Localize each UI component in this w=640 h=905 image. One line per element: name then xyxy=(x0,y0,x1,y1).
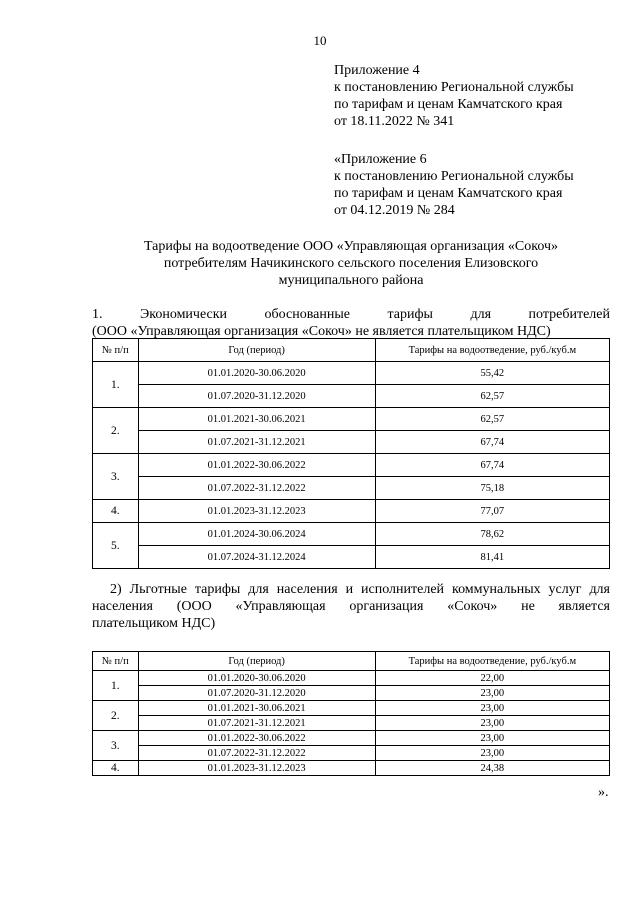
tariff-table-economic xyxy=(92,338,610,569)
period-cell: 01.01.2021-30.06.2021 xyxy=(138,408,375,431)
tariff-cell: 77,07 xyxy=(375,500,609,523)
appendix-current-line: от 18.11.2022 № 341 xyxy=(334,114,455,129)
row-number-cell: 2. xyxy=(93,701,139,731)
closing-quote-mark: ». xyxy=(598,785,609,800)
table-row xyxy=(93,431,610,454)
period-cell: 01.07.2024-31.12.2024 xyxy=(138,546,375,569)
period-cell: 01.07.2022-31.12.2022 xyxy=(138,477,375,500)
column-header-period: Год (период) xyxy=(138,339,375,362)
appendix-current-line: к постановлению Региональной службы xyxy=(334,80,574,95)
table-header-row xyxy=(93,652,610,671)
table-row xyxy=(93,408,610,431)
period-cell: 01.01.2021-30.06.2021 xyxy=(138,701,375,716)
table-row xyxy=(93,523,610,546)
period-cell: 01.01.2024-30.06.2024 xyxy=(138,523,375,546)
table-row xyxy=(93,362,610,385)
table-row xyxy=(93,761,610,776)
column-header-period: Год (период) xyxy=(138,652,375,671)
period-cell: 01.07.2022-31.12.2022 xyxy=(138,746,375,761)
section-2-heading-line: 2) Льготные тарифы для населения и исполнителей коммунальных услуг для xyxy=(110,582,610,597)
document-title xyxy=(92,238,610,289)
period-cell: 01.07.2021-31.12.2021 xyxy=(138,431,375,454)
tariff-cell: 78,62 xyxy=(375,523,609,546)
period-cell: 01.01.2022-30.06.2022 xyxy=(138,731,375,746)
table-row xyxy=(93,477,610,500)
appendix-previous-line: по тарифам и ценам Камчатского края xyxy=(334,186,563,201)
period-cell: 01.07.2020-31.12.2020 xyxy=(138,686,375,701)
tariff-cell: 22,00 xyxy=(375,671,609,686)
row-number-cell: 4. xyxy=(93,500,139,523)
table-row xyxy=(93,454,610,477)
period-cell: 01.01.2022-30.06.2022 xyxy=(138,454,375,477)
row-number-cell: 5. xyxy=(93,523,139,569)
row-number-cell: 1. xyxy=(93,671,139,701)
column-header-tariff: Тарифы на водоотведение, руб./куб.м xyxy=(375,339,609,362)
section-2-heading-line: плательщиком НДС) xyxy=(92,616,216,631)
tariff-cell: 23,00 xyxy=(375,686,609,701)
tariff-cell: 23,00 xyxy=(375,701,609,716)
section-1-heading-line: (ООО «Управляющая организация «Сокоч» не является плательщиком НДС) xyxy=(92,324,551,339)
tariff-cell: 62,57 xyxy=(375,408,609,431)
tariff-cell: 55,42 xyxy=(375,362,609,385)
table-row xyxy=(93,671,610,686)
section-2-heading-line: населения (ООО «Управляющая организация «Сокоч» не является xyxy=(92,599,610,614)
table-row xyxy=(93,546,610,569)
table-row xyxy=(93,716,610,731)
column-header-number: № п/п xyxy=(93,339,139,362)
row-number-cell: 1. xyxy=(93,362,139,408)
appendix-previous-line: «Приложение 6 xyxy=(334,152,427,167)
tariff-cell: 81,41 xyxy=(375,546,609,569)
tariff-cell: 23,00 xyxy=(375,746,609,761)
section-1-heading-line: 1. Экономически обоснованные тарифы для потребителей xyxy=(92,307,610,322)
tariff-cell: 67,74 xyxy=(375,431,609,454)
period-cell: 01.07.2020-31.12.2020 xyxy=(138,385,375,408)
period-cell: 01.07.2021-31.12.2021 xyxy=(138,716,375,731)
table-row xyxy=(93,500,610,523)
period-cell: 01.01.2023-31.12.2023 xyxy=(138,500,375,523)
appendix-previous-line: от 04.12.2019 № 284 xyxy=(334,203,455,218)
column-header-number: № п/п xyxy=(93,652,139,671)
tariff-cell: 62,57 xyxy=(375,385,609,408)
document-title-line: муниципального района xyxy=(278,273,424,288)
page-number: 10 xyxy=(313,33,327,48)
appendix-current-line: по тарифам и ценам Камчатского края xyxy=(334,97,563,112)
tariff-cell: 75,18 xyxy=(375,477,609,500)
table-row xyxy=(93,731,610,746)
document-title-line: Тарифы на водоотведение ООО «Управляющая организация «Сокоч» xyxy=(143,239,559,254)
table-row xyxy=(93,746,610,761)
appendix-current-line: Приложение 4 xyxy=(334,63,420,78)
section-2-heading xyxy=(92,581,610,632)
row-number-cell: 2. xyxy=(93,408,139,454)
tariff-cell: 23,00 xyxy=(375,731,609,746)
column-header-tariff: Тарифы на водоотведение, руб./куб.м xyxy=(375,652,609,671)
section-1-heading xyxy=(92,306,610,340)
tariff-cell: 24,38 xyxy=(375,761,609,776)
tariff-cell: 67,74 xyxy=(375,454,609,477)
period-cell: 01.01.2020-30.06.2020 xyxy=(138,671,375,686)
table-row xyxy=(93,385,610,408)
tariff-table-preferential xyxy=(92,651,610,776)
period-cell: 01.01.2023-31.12.2023 xyxy=(138,761,375,776)
table-row xyxy=(93,686,610,701)
appendix-previous-line: к постановлению Региональной службы xyxy=(334,169,574,184)
table-header-row xyxy=(93,339,610,362)
table-row xyxy=(93,701,610,716)
row-number-cell: 4. xyxy=(93,761,139,776)
period-cell: 01.01.2020-30.06.2020 xyxy=(138,362,375,385)
appendix-current-block xyxy=(334,62,574,130)
document-title-line: потребителям Начикинского сельского поселения Елизовского xyxy=(163,256,539,271)
appendix-previous-block xyxy=(334,151,574,219)
tariff-cell: 23,00 xyxy=(375,716,609,731)
row-number-cell: 3. xyxy=(93,454,139,500)
row-number-cell: 3. xyxy=(93,731,139,761)
